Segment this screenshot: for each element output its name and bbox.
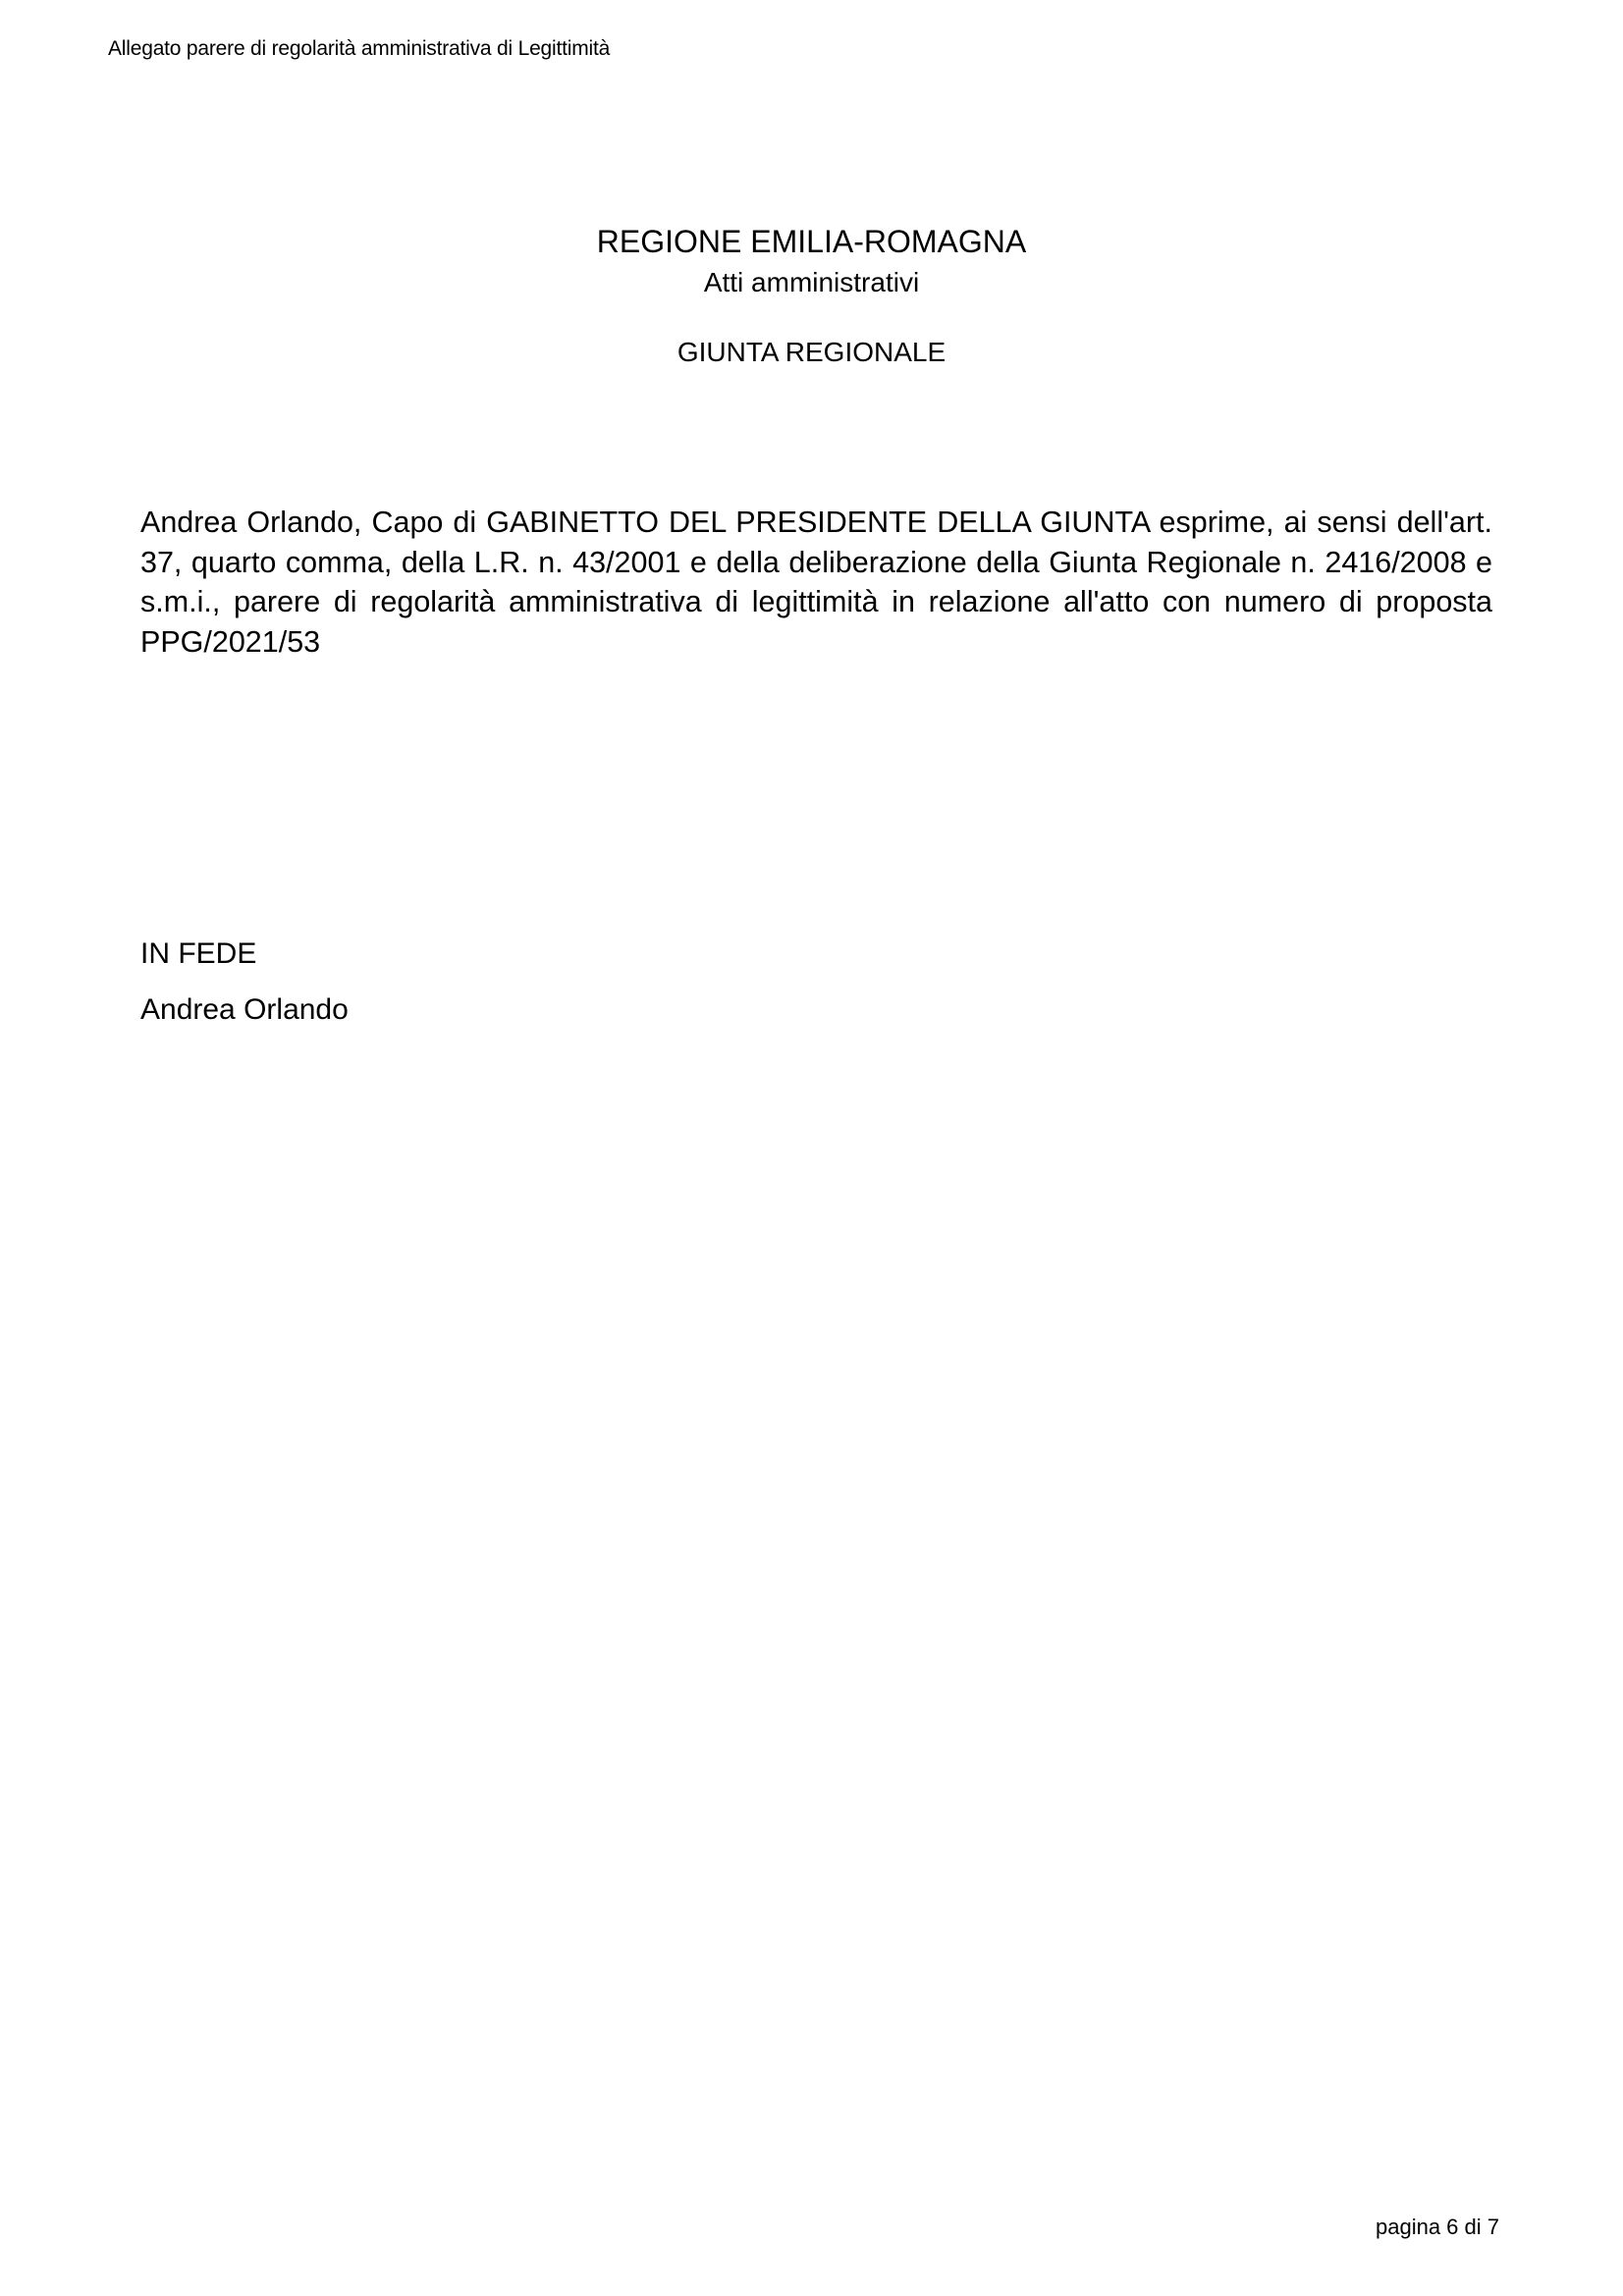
opinion-paragraph: Andrea Orlando, Capo di GABINETTO DEL PRESIDENTE DELLA GIUNTA esprime, ai sensi dell'art. 37, quarto comma, della L.R. n. 43/2001 e della deliberazione della Giunta Regionale n. 2416/2008 e s.m.i., parere di regolarità amministrativa di legittimità in relazione all'atto con numero di proposta PPG/2021/53 bbox=[140, 506, 1492, 659]
signoff-label: IN FEDE bbox=[140, 937, 257, 970]
organization-title: REGIONE EMILIA-ROMAGNA bbox=[596, 224, 1027, 259]
page-number: pagina 6 di 7 bbox=[1376, 2215, 1499, 2239]
signatory-name: Andrea Orlando bbox=[140, 993, 349, 1026]
running-header: Allegato parere di regolarità amministrativa di Legittimità bbox=[108, 37, 611, 60]
organization-subtitle: Atti amministrativi bbox=[703, 267, 920, 297]
governing-body-title: GIUNTA REGIONALE bbox=[676, 337, 947, 367]
